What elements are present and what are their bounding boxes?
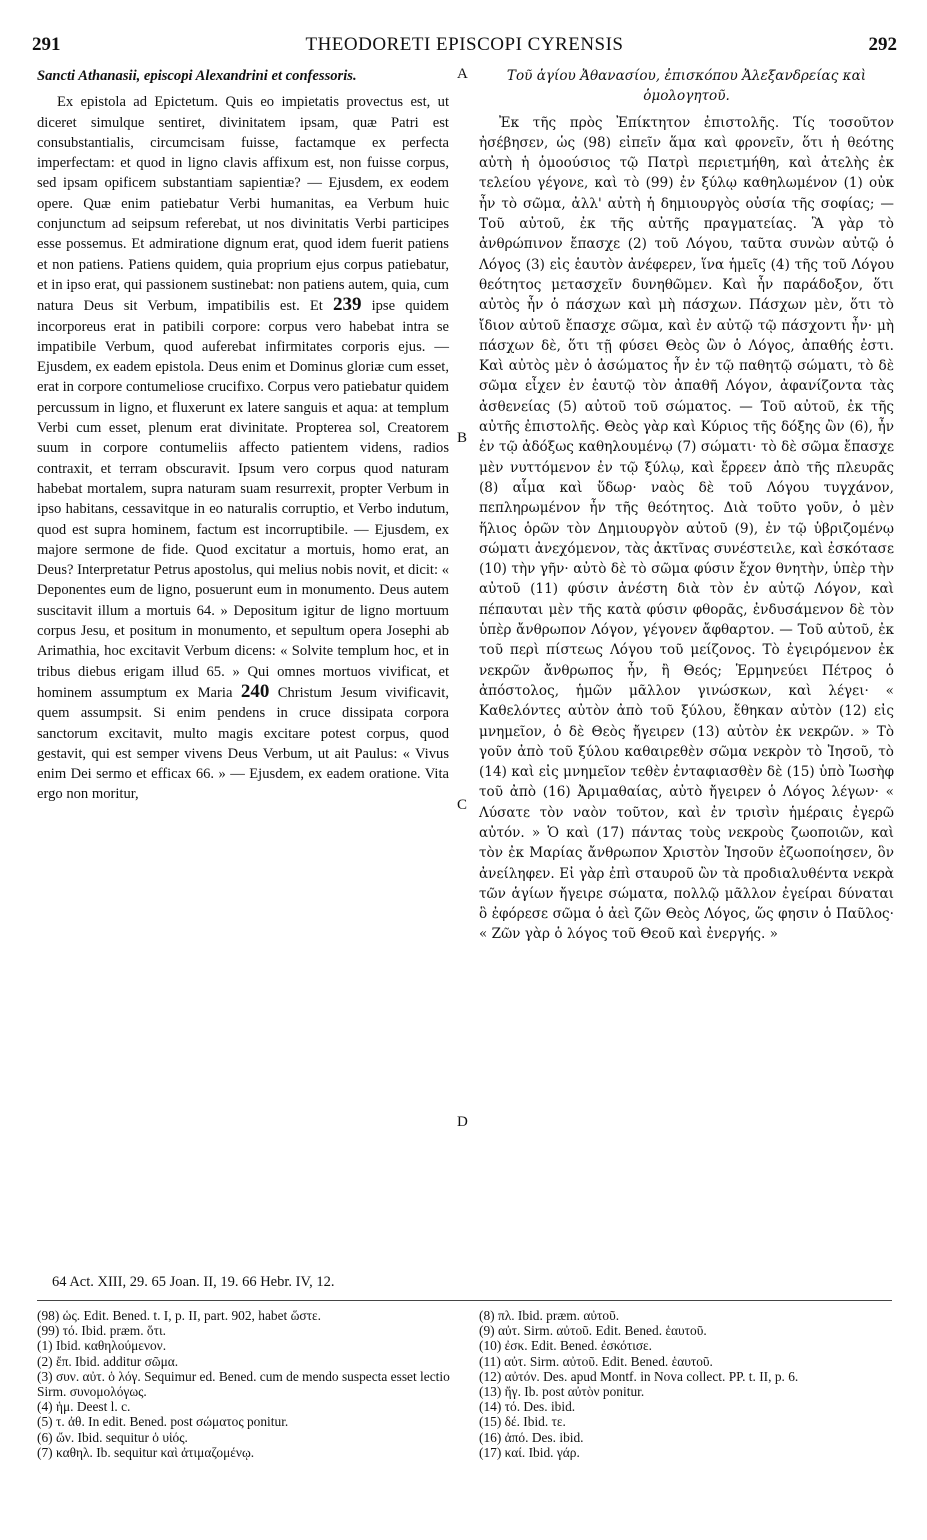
footnote: (99) τό. Ibid. præm. ὅτι. (37, 1323, 166, 1339)
greek-title: Τοῦ ἁγίου Ἀθανασίου, ἐπισκόπου Ἀλεξανδρείας καὶ ὁμολογητοῦ. (506, 68, 867, 105)
margin-marker-b: B (457, 430, 468, 446)
footnote: (3) συν. αὐτ. ὁ λόγ. Sequimur ed. Bened. cum de mendo suspecta esset lectio Sirm. συνομολόγως. (37, 1368, 450, 1400)
greek-text: Ἐκ τῆς πρὸς Ἐπίκτητον ἐπιστολῆς. Τίς τοσοῦτον ἠσέβησεν, ὡς (98) εἰπεῖν ἅμα καὶ φρονεῖν, ὅτι ἡ θεότης αὐτὴ ἡ ὁμοούσιος τῷ Πατρὶ περιετμήθη, καὶ ἀτελὴς ἐκ τελείου γέγονε, καὶ τὸ (99) ἐν ξύλῳ καθηλωμένον (1) οὐκ ἦν τὸ σῶμα, ἀλλ' αὐτὴ ἡ δημιουργὸς οὐσία τῆς σοφίας; — Τοῦ αὐτοῦ, ἐκ τῆς αὐτῆς πραγματείας. Ἃ γὰρ τὸ ἀνθρώπινον ἔπασχε (2) τοῦ Λόγου, ταῦτα συνὼν αὐτῷ ὁ Λόγος (3) εἰς ἑαυτὸν ἀνέφερεν, ἵνα ἡμεῖς (4) τῆς τοῦ Λόγου θεότητος μετασχεῖν δυνηθῶμεν. Καὶ ἦν παράδοξον, ὅτι αὐτὸς ἦν ὁ πάσχων καὶ μὴ πάσχων. Πάσχων μὲν, ὅτι τὸ ἴδιον αὐτοῦ ἔπασχε σῶμα, καὶ ἐν αὐτῷ τῷ πάσχοντι ἦν· μὴ πάσχων δὲ, ὅτι τῇ φύσει Θεὸς ὢν ὁ Λόγος, ἀπαθής ἐστι. Καὶ αὐτὸς μὲν ὁ ἀσώματος ἦν ἐν τῷ παθητῷ σώματι, τὸ δὲ σῶμα εἶχεν ἐν ἑαυτῷ τὸν ἀπαθῆ Λόγον, ἀφανίζοντα τὰς ἀσθενείας (5) αὐτοῦ τοῦ σώματος. — Τοῦ αὐτοῦ, ἐκ τῆς αὐτῆς ἐπιστολῆς. Θεὸς γὰρ καὶ Κύριος τῆς δόξης ὢν (6), ἦν ἐν τῷ ἀδόξως καθηλουμένῳ (7) σώματι· τὸ δὲ σῶμα ἔπασχε μὲν νυττόμενον ἐν τῷ ξύλῳ, καὶ ἔρρεεν ἀπὸ τῆς πλευρᾶς (8) αἷμα καὶ ὕδωρ· ναὸς δὲ τοῦ Λόγου τυγχάνον, πεπληρωμένον ἦν τῆς θεότητος. Διὰ τοῦτο γοῦν, ὁ μὲν ἥλιος ὁρῶν τὸν Δημιουργὸν αὐτοῦ (9), ἐν τῷ ὑβριζομένῳ σώματι ἀνεχόμενον, τὰς ἀκτῖνας συνέστειλε, καὶ ἐσκότασε (10) τὴν γῆν· αὐτὸ δὲ τὸ σῶμα φύσιν ἔχον θνητὴν, ὑπὲρ τὴν αὐτοῦ (11) φύσιν ἀνέστη διὰ τὸν ἐν αὐτῷ Λόγον, καὶ πέπαυται μὲν τῆς κατὰ φύσιν φθορᾶς, ἐνδυσάμενον δὲ τὸν ὑπὲρ ἄνθρωπον Λόγον, γέγονεν ἄφθαρτον. — Τοῦ αὐτοῦ, ἐκ τοῦ περὶ πίστεως Λόγου τοῦ μείζονος. Τὸ ἐγειρόμενον ἐκ νεκρῶν ἄνθρωπος ἦν, ἢ Θεός; Ἑρμηνεύει Πέτρος ὁ ἀπόστολος, ἡμῶν μᾶλλον γινώσκων, καὶ λέγει· « Καθελόντες αὐτὸν ἀπὸ τοῦ ξύλου, ἔθηκαν αὐτὸν (12) εἰς μνημεῖον, ὁ δὲ Θεὸς ἤγειρεν (13) αὐτὸν ἐκ νεκρῶν. » Τὸ γοῦν ἀπὸ τοῦ ξύλου καθαιρεθὲν σῶμα νεκρὸν τὸ Ἰησοῦ, τὸ (14) καὶ εἰς μνημεῖον τεθὲν ἐνταφιασθὲν δὲ (15) ὑπὸ Ἰωσὴφ τοῦ ἀπὸ (16) Ἀριμαθαίας, αὐτὸ ἤγειρεν ὁ Λόγος λέγων· « Λύσατε τὸν ναὸν τοῦτον, καὶ ἐν τρισὶν ἡμέραις ἐγερῶ αὐτόν. » Ὁ καὶ (17) πάντας τοὺς νεκροὺς ζωοποιῶν, καὶ τὸν ἐκ Μαρίας ἄνθρωπον Χριστὸν Ἰησοῦν ἐζωοποίησεν, ὃν ἀνείληφεν. Εἰ γὰρ ἐπὶ σταυροῦ ὢν τὰ προδιαλυθέντα νεκρὰ τῶν ἁγίων ἤγειρε σώματα, πολλῷ μᾶλλον ἐγείραι δύναται ὃ ἐφόρεσε σῶμα ὁ ἀεὶ ζῶν Θεὸς Λόγος, ὥς φησιν ὁ Παῦλος· « Ζῶν γὰρ ὁ λόγος τοῦ Θεοῦ καὶ ἐνεργής. » (479, 114, 894, 943)
footnote: (2) ἔπ. Ibid. additur σῶμα. (37, 1353, 179, 1369)
margin-marker-c: C (457, 797, 468, 813)
footnote-divider (37, 1300, 892, 1301)
footnote: (9) αὐτ. Sirm. αὐτοῦ. Edit. Bened. ἑαυτοῦ. (479, 1323, 707, 1339)
margin-marker-a: A (457, 66, 468, 82)
footnote: (4) ἡμ. Deest l. c. (37, 1399, 131, 1415)
column-number-239: 239 (332, 294, 362, 316)
footnote: (98) ὡς. Edit. Bened. t. I, p. II, part. 902, habet ὥστε. (37, 1308, 321, 1323)
latin-text-3: Christum Jesum vivificavit, quem assumpsit. Si enim pendens in cruce dissipata corpora sanctorum excitavit, multo magis excitare potest corpus, quod gestavit, qui est semper vivens Deus Verbum, ut ait Paulus: « Vivus enim Dei sermo et efficax 66. » — Ejusdem, ex eadem oratione. Vita ergo non moritur, (37, 684, 449, 803)
footnote: (10) ἐσκ. Edit. Bened. ἐσκότισε. (479, 1338, 653, 1354)
column-number-240: 240 (240, 680, 270, 702)
footnotes-right (479, 1308, 894, 1460)
footnote: (5) τ. ἀθ. In edit. Bened. post σώματος ponitur. (37, 1414, 289, 1430)
greek-column (479, 66, 894, 945)
footnote: (12) αὐτόν. Des. apud Montf. in Nova collect. PP. t. II, p. 6. (479, 1368, 799, 1384)
footnote: (8) πλ. Ibid. præm. αὐτοῦ. (479, 1308, 620, 1323)
footnote: (13) ἤγ. Ib. post αὐτὸν ponitur. (479, 1384, 645, 1400)
footnote: (17) καί. Ibid. γάρ. (479, 1444, 580, 1460)
page-number-left: 291 (32, 34, 61, 55)
footnote: (7) καθηλ. Ib. sequitur καὶ ἀτιμαζομένῳ. (37, 1444, 255, 1460)
page-number-right: 292 (868, 34, 897, 55)
footnote: (6) ὤν. Ibid. sequitur ὁ υἱός. (37, 1429, 188, 1445)
running-title: THEODORETI EPISCOPI CYRENSIS (305, 34, 624, 55)
biblical-references: 64 Act. XIII, 29. 65 Joan. II, 19. 66 Hebr. IV, 12. (52, 1274, 335, 1290)
latin-column (37, 66, 449, 805)
footnotes-left (37, 1308, 457, 1460)
margin-marker-d: D (457, 1114, 468, 1130)
footnote: (1) Ibid. καθηλούμενον. (37, 1338, 167, 1354)
footnote: (11) αὐτ. Sirm. αὐτοῦ. Edit. Bened. ἑαυτοῦ. (479, 1353, 713, 1369)
latin-text-2: ipse quidem incorporeus erat in patibili corpore: corpus vero habebat intra se impatibile Verbum, quod auferebat infirmitates corporis ejus. — Ejusdem, ex eadem epistola. Deus enim et Dominus gloriæ cum esset, erat in corpore contumeliose crucifixo. Corpus vero patiebatur quidem percussum in ligno, et fluxerunt ex latere sanguis et aqua: at templum Verbi cum esset, plenum erat divinitate. Propterea sol, Creatorem suum in corpore contumeliis affecto patientem videns, radios contraxit, et terram obscuravit. Ipsum vero corpus quod naturam habebat mortalem, supra naturam suam resurrexit, propter Verbum in ipso habitans, cessavitque in eo naturalis corruptio, et Verbo indutum, quod est supra hominem, factum est incorruptibile. — Ejusdem, ex majore sermone de fide. Quod excitatur a mortuis, homo erat, an Deus? Interpretatur Petrus apostolus, qui melius nobis novit, et dicit: « Deponentes eum de ligno, posuerunt eum in monumento. Deus autem suscitavit illum a mortuis 64. » Depositum igitur de ligno mortuum corpus Jesu, et positum in monumento, et sepultum opera Josephi ab Arimathia, hoc excitavit Verbum dicens: « Solvite templum hoc, et in tribus diebus erigam illud 65. » Qui omnes mortuos vivificat, et hominem assumptum ex Maria (37, 298, 449, 701)
footnote: (16) ἀπό. Des. ibid. (479, 1429, 584, 1445)
latin-title: Sancti Athanasii, episcopi Alexandrini et confessoris. (37, 68, 357, 84)
footnote: (15) δέ. Ibid. τε. (479, 1414, 566, 1430)
latin-text-1: Ex epistola ad Epictetum. Quis eo impietatis provectus est, ut diceret simulque sentiret, divinitatem ipsam, quæ Patri est consubstantialis, circumcisam fuisse, factamque ex perfecta imperfectam: et quod in ligno clavis affixum est, non fuisse corpus, sed ipsam opificem substantiam sapientiæ? — Ejusdem, ex eodem opere. Quæ enim patiebatur Verbi humanitas, ea Verbum huic conjunctum ad seipsum referebat, ut nos divinitatis Verbi participes esse possemus. Et admiratione dignum erat, quod idem fuerit patiens et non patiens. Patiens quidem, quia proprium ejus corpus patiebatur, et in ipso erat, qui passionem sustinebat: non patiens autem, quia, cum natura Deus sit Verbum, impatibilis est. Et (37, 94, 449, 315)
page-header (32, 34, 897, 60)
footnote: (14) τό. Des. ibid. (479, 1399, 576, 1415)
latin-paragraph (37, 92, 449, 804)
